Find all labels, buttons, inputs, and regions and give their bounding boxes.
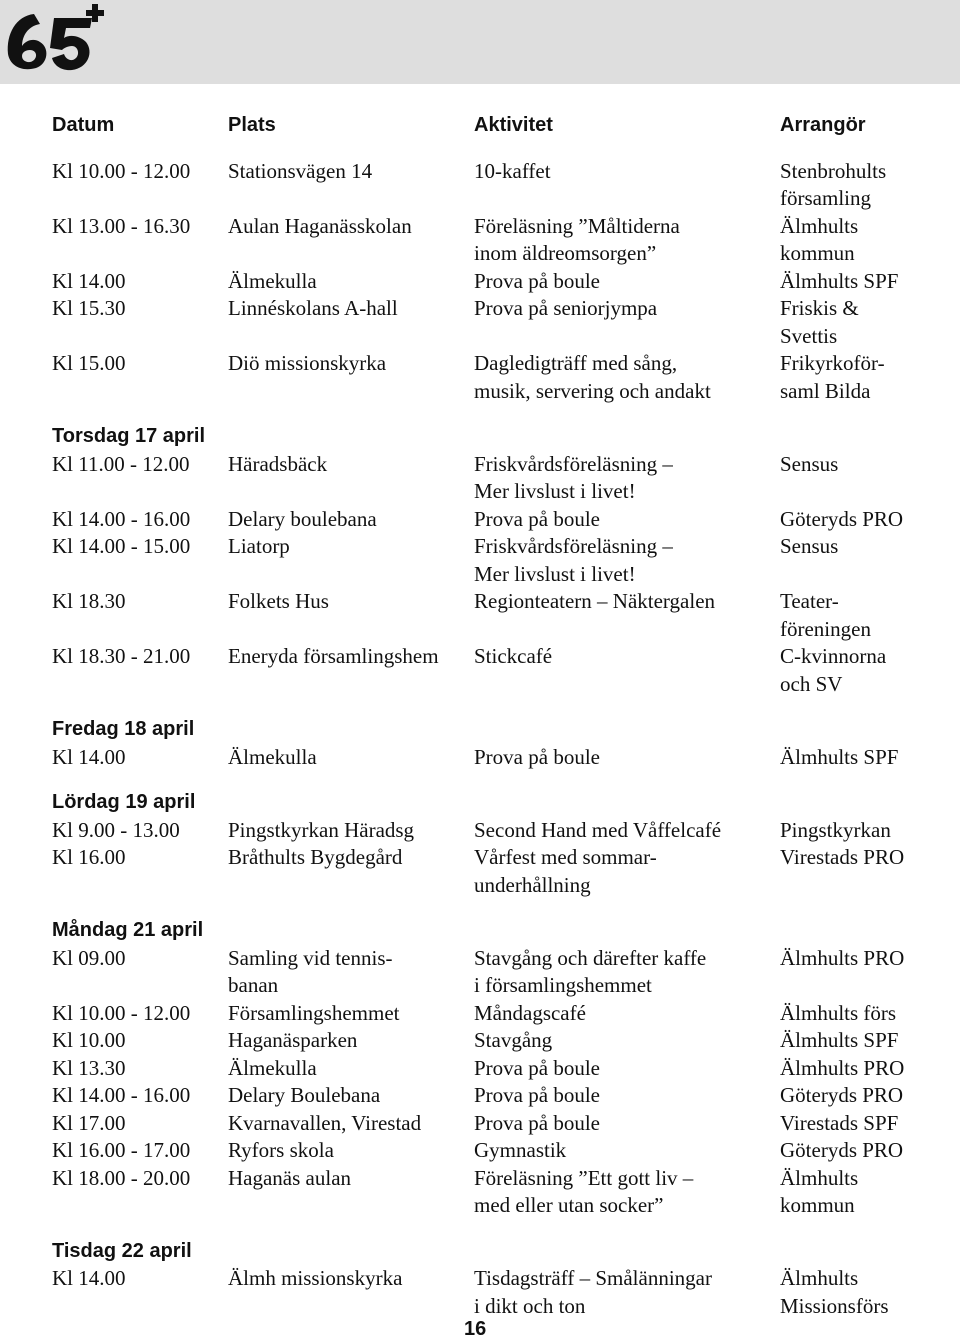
- cell-datum: Kl 14.00 - 15.00: [52, 534, 191, 558]
- table-row: [52, 295, 942, 350]
- cell-aktivitet: Stavgång: [474, 1028, 553, 1052]
- column-header-datum: Datum: [52, 114, 115, 136]
- cell-aktivitet: Friskvårdsföreläsning – Mer livslust i livet!: [474, 534, 673, 586]
- cell-aktivitet: Gymnastik: [474, 1138, 567, 1162]
- cell-arrangor: Älmhults SPF: [780, 268, 899, 293]
- table-row: [52, 533, 942, 588]
- column-header-arrangor: Arrangör: [780, 114, 866, 136]
- cell-datum: Kl 18.30 - 21.00: [52, 644, 191, 668]
- cell-datum: Kl 14.00: [52, 1266, 126, 1290]
- day-heading: Lördag 19 april: [52, 791, 196, 813]
- cell-arrangor: Frikyrkoför- saml Bilda: [780, 351, 885, 403]
- table-row: [52, 1265, 942, 1320]
- cell-aktivitet: Friskvårdsföreläsning – Mer livslust i livet!: [474, 451, 673, 503]
- cell-arrangor: Virestads PRO: [780, 845, 905, 869]
- table-row: [52, 643, 942, 698]
- schedule-section: [52, 158, 942, 406]
- cell-plats: Aulan Haganässkolan: [228, 213, 412, 238]
- day-heading: Torsdag 17 april: [52, 425, 206, 447]
- cell-arrangor: Älmhults SPF: [780, 1028, 899, 1052]
- cell-datum: Kl 17.00: [52, 1110, 126, 1135]
- cell-arrangor: Teater- föreningen: [780, 589, 871, 641]
- cell-datum: Kl 10.00 - 12.00: [52, 1000, 191, 1025]
- cell-arrangor: Älmhults kommun: [780, 1165, 859, 1217]
- cell-datum: Kl 10.00: [52, 1028, 126, 1052]
- cell-datum: Kl 16.00: [52, 845, 126, 869]
- cell-aktivitet: Prova på boule: [474, 1055, 600, 1080]
- cell-arrangor: Stenbrohults församling: [780, 158, 887, 210]
- page-number: 16: [464, 1318, 487, 1340]
- cell-aktivitet: Föreläsning ”Måltiderna inom äldreomsorgen”: [474, 213, 680, 265]
- cell-arrangor: Sensus: [780, 534, 839, 558]
- cell-plats: Delary Boulebana: [228, 1083, 381, 1107]
- table-row: [52, 506, 942, 534]
- cell-arrangor: Älmhults SPF: [780, 744, 899, 769]
- cell-arrangor: Älmhults kommun: [780, 213, 859, 265]
- cell-arrangor: Älmhults Missionsförs: [780, 1266, 889, 1318]
- table-row: [52, 268, 942, 296]
- cell-datum: Kl 13.00 - 16.30: [52, 213, 191, 238]
- cell-plats: Pingstkyrkan Häradsg: [228, 817, 415, 842]
- day-heading: Fredag 18 april: [52, 718, 195, 740]
- cell-plats: Häradsbäck: [228, 451, 328, 476]
- day-heading: Måndag 21 april: [52, 919, 204, 941]
- cell-plats: Haganäs aulan: [228, 1165, 352, 1190]
- cell-aktivitet: Stickcafé: [474, 644, 553, 668]
- table-row: [52, 844, 942, 899]
- cell-arrangor: Sensus: [780, 451, 839, 476]
- cell-datum: Kl 14.00: [52, 268, 126, 293]
- column-header-aktivitet: Aktivitet: [474, 114, 553, 136]
- cell-arrangor: Virestads SPF: [780, 1110, 899, 1135]
- table-row: [52, 350, 942, 405]
- cell-datum: Kl 16.00 - 17.00: [52, 1138, 191, 1162]
- cell-plats: Stationsvägen 14: [228, 158, 373, 183]
- logo-65-plus-icon: [0, 0, 112, 78]
- cell-plats: Linnéskolans A-hall: [228, 296, 398, 320]
- cell-arrangor: Göteryds PRO: [780, 1138, 904, 1162]
- cell-arrangor: Göteryds PRO: [780, 506, 904, 531]
- cell-aktivitet: Prova på boule: [474, 1083, 600, 1107]
- cell-datum: Kl 18.00 - 20.00: [52, 1165, 191, 1190]
- header-bar: [0, 0, 960, 84]
- cell-aktivitet: Prova på boule: [474, 268, 600, 293]
- cell-aktivitet: Föreläsning ”Ett gott liv – med eller utan socker”: [474, 1165, 694, 1217]
- table-row: [52, 213, 942, 268]
- cell-plats: Haganäsparken: [228, 1028, 358, 1052]
- table-row: [52, 1165, 942, 1220]
- cell-plats: Älmh missionskyrka: [228, 1266, 403, 1290]
- schedule-section: [52, 423, 942, 698]
- cell-plats: Ryfors skola: [228, 1138, 334, 1162]
- cell-datum: Kl 18.30: [52, 589, 126, 613]
- cell-datum: Kl 14.00 - 16.00: [52, 506, 191, 531]
- cell-plats: Församlingshemmet: [228, 1000, 400, 1025]
- schedule-section: [52, 789, 942, 899]
- cell-plats: Diö missionskyrka: [228, 351, 387, 375]
- cell-arrangor: Friskis & Svettis: [780, 296, 859, 348]
- day-heading: Tisdag 22 april: [52, 1239, 192, 1262]
- cell-aktivitet: Måndagscafé: [474, 1000, 586, 1025]
- column-header-plats: Plats: [228, 114, 276, 136]
- cell-datum: Kl 9.00 - 13.00: [52, 817, 180, 842]
- table-row: [52, 744, 942, 772]
- cell-datum: Kl 15.30: [52, 296, 126, 320]
- table-row: [52, 1082, 942, 1110]
- column-headers: [52, 112, 942, 140]
- cell-plats: Liatorp: [228, 534, 290, 558]
- table-row: [52, 451, 942, 506]
- table-row: [52, 1055, 942, 1083]
- cell-arrangor: Göteryds PRO: [780, 1083, 904, 1107]
- table-row: [52, 945, 942, 1000]
- table-row: [52, 158, 942, 213]
- schedule-section: [52, 1238, 942, 1321]
- table-row: [52, 1137, 942, 1165]
- cell-datum: Kl 13.30: [52, 1055, 126, 1080]
- cell-datum: Kl 14.00: [52, 744, 126, 769]
- cell-plats: Folkets Hus: [228, 589, 329, 613]
- cell-datum: Kl 14.00 - 16.00: [52, 1083, 191, 1107]
- cell-datum: Kl 10.00 - 12.00: [52, 158, 191, 183]
- cell-aktivitet: Regionteatern – Näktergalen: [474, 589, 716, 613]
- cell-datum: Kl 11.00 - 12.00: [52, 451, 190, 476]
- cell-arrangor: Pingstkyrkan: [780, 817, 891, 842]
- cell-aktivitet: Vårfest med sommar- underhållning: [474, 845, 657, 897]
- cell-plats: Kvarnavallen, Virestad: [228, 1110, 422, 1135]
- cell-aktivitet: 10-kaffet: [474, 158, 551, 183]
- cell-plats: Älmekulla: [228, 744, 317, 769]
- table-row: [52, 1000, 942, 1028]
- cell-aktivitet: Prova på boule: [474, 506, 600, 531]
- cell-plats: Bråthults Bygdegård: [228, 845, 403, 869]
- cell-aktivitet: Second Hand med Våffelcafé: [474, 817, 722, 842]
- cell-plats: Eneryda församlingshem: [228, 644, 439, 668]
- schedule-table: [52, 112, 942, 1320]
- cell-arrangor: Älmhults PRO: [780, 1055, 905, 1080]
- table-row: [52, 1027, 942, 1055]
- table-row: [52, 1110, 942, 1138]
- schedule-section: [52, 917, 942, 1220]
- schedule-section: [52, 716, 942, 771]
- cell-arrangor: Älmhults PRO: [780, 945, 905, 970]
- cell-aktivitet: Prova på boule: [474, 744, 600, 769]
- cell-plats: Delary boulebana: [228, 506, 377, 531]
- cell-aktivitet: Prova på seniorjympa: [474, 296, 658, 320]
- cell-datum: Kl 15.00: [52, 351, 126, 375]
- table-row: [52, 588, 942, 643]
- cell-plats: Samling vid tennis- banan: [228, 945, 393, 997]
- cell-arrangor: C-kvinnorna och SV: [780, 644, 887, 696]
- table-row: [52, 817, 942, 845]
- cell-aktivitet: Dagledigträff med sång, musik, servering och andakt: [474, 351, 711, 403]
- cell-arrangor: Älmhults förs: [780, 1000, 897, 1025]
- cell-plats: Älmekulla: [228, 1055, 317, 1080]
- cell-aktivitet: Tisdagsträff – Smålänningar i dikt och ton: [474, 1266, 712, 1318]
- cell-aktivitet: Prova på boule: [474, 1110, 600, 1135]
- cell-aktivitet: Stavgång och därefter kaffe i församlingshemmet: [474, 945, 707, 997]
- cell-plats: Älmekulla: [228, 268, 317, 293]
- cell-datum: Kl 09.00: [52, 945, 126, 970]
